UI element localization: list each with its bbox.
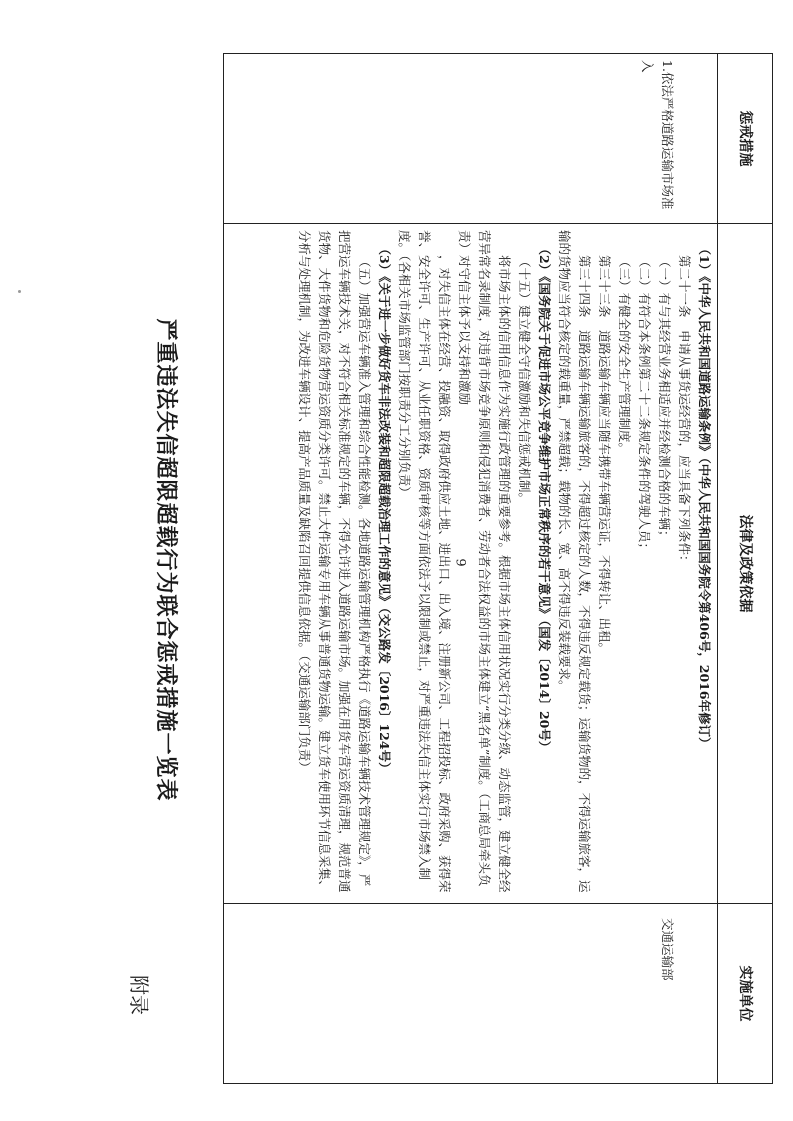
header-implementing-unit: 实施单位 — [718, 904, 773, 1084]
legal-paragraph: 第三十三条 道路运输车辆应当随车携带车辆营运证，不得转让、出租。 — [597, 255, 612, 656]
appendix-label: 附录 — [127, 975, 151, 1015]
header-legal-basis: 法律及政策依据 — [718, 224, 773, 904]
scan-dot — [18, 290, 21, 293]
legal-paragraph: ，对失信主体在经营、投融资、取得政府供应土地、进出口、出入境、注册新公司、工程招投标、政府采购、获得荣誉、安全许可、生产许可、从业任职资格、资质审核等方面依法予以限制或禁止，对严重违法失信主体实行市场禁入制度。（各相关市场监管部门按职责分工分别负责） — [397, 230, 452, 893]
legal-paragraph: （2）《国务院关于促进市场公平竞争维护市场正常秩序的若干意见》（国发〔2014〕20号） — [537, 242, 552, 754]
legal-paragraph: （三）有健全的安全生产管理制度。 — [617, 255, 632, 456]
legal-paragraph: （3）《关于进一步做好货车非法改装和超限超载治理工作的意见》（交公路发〔2016〕124号） — [377, 242, 392, 775]
document-title: 严重违法失信超限超载行为联合惩戒措施一览表 — [153, 318, 179, 802]
page-number: 9 — [452, 558, 468, 567]
measures-table-rotated — [223, 53, 773, 1083]
legal-paragraph: 第三十四条 道路运输车辆运输旅客的，不得超过核定的人数，不得违反规定载货；运输货物的，不得运输旅客，运输的货物应当符合核定的载重量，严禁超载；载物的长、宽、高不得违反装载要求。 — [557, 230, 592, 893]
measures-table-wrapper — [223, 53, 773, 1083]
legal-basis-cell — [224, 224, 718, 904]
implementing-unit-cell: 交通运输部 — [224, 904, 718, 1084]
legal-paragraph: （五）加强营运车辆准入管理和综合性能检测。各地道路运输管理机构严格执行《道路运输车辆技术管理规定》，严把营运车辆技术关，对不符合相关标准规定的车辆，不得允许进入道路运输市场。加强在用货车营运资质清理，规范普通货物、大件货物和危险货物营运资质分类许可。禁止大件运输专用车辆从事普通货物运输。建立货车使用环节信息采集、分析与处理机制，为改进车辆设计、提高产品质量及缺陷召回提供信息依据。（交通运输部门负责） — [297, 230, 372, 893]
legal-paragraph: （十五）建立健全守信激励和失信惩戒机制。 — [517, 255, 532, 506]
table-header-row — [718, 54, 773, 1084]
legal-paragraph: （一）有与其经营业务相适应并经检测合格的车辆； — [657, 255, 672, 543]
table-row — [224, 54, 718, 1084]
legal-paragraph: （二）有符合本条例第二十二条规定条件的驾驶人员； — [637, 255, 652, 556]
legal-paragraph: 第二十一条 申请从事货运经营的，应当具备下列条件： — [677, 255, 692, 568]
legal-paragraph: 将市场主体的信用信息作为实施行政管理的重要参考。根据市场主体信用状况实行分类分级、动态监管，建立健全经营异常名录制度，对违背市场竞争原则和侵犯消费者、劳动者合法权益的市场主体建立“黑名单”制度。（工商总局牵头负责）对守信主体予以支持和激励 — [457, 230, 512, 893]
legal-paragraph: （1）《中华人民共和国道路运输条例》（中华人民共和国国务院令第406号，2016年修订） — [697, 242, 712, 750]
measures-table — [223, 53, 773, 1084]
measure-cell: 1.依法严格道路运输市场准入 — [224, 54, 718, 224]
header-measure: 惩戒措施 — [718, 54, 773, 224]
